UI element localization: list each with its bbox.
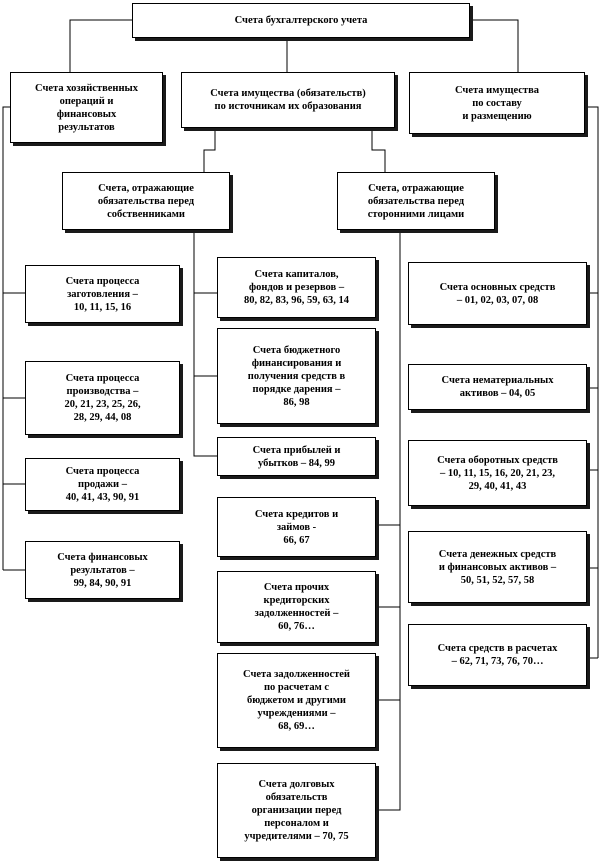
box-text-line: 60, 76… [278, 621, 315, 632]
box-text-line: порядке дарения – [252, 383, 341, 395]
current-assets-accounts-box [408, 440, 587, 506]
root-box [132, 3, 470, 38]
box-text-line: продажи – [78, 479, 127, 490]
box-text-line: бюджетом и другими [247, 695, 346, 706]
capital-funds-accounts-box [217, 257, 376, 318]
box-text-line: 10, 11, 15, 16 [73, 301, 132, 313]
box-text-line: Счета хозяйственных [35, 82, 138, 94]
box-text-line: кредиторских [263, 595, 330, 606]
box-text-line: организации перед [251, 805, 342, 816]
box-text-line: – 10, 11, 15, 16, 20, 21, 23, [440, 467, 555, 479]
settlement-funds-accounts-box [408, 624, 587, 686]
box-text-line: Счета бухгалтерского учета [234, 15, 368, 26]
box-text-line: убытков – 84, 99 [257, 457, 336, 469]
box-text-line: персоналом и [264, 818, 329, 829]
box-text-line: Счета кредитов и [254, 508, 339, 520]
credits-loans-accounts-box [217, 497, 376, 557]
production-accounts-box [25, 361, 180, 435]
box-text-line: получения средств в [247, 370, 346, 382]
box-text-line: сторонними лицами [367, 208, 465, 220]
box-text-line: результатов [58, 121, 115, 133]
budget-settlements-accounts-box [217, 653, 376, 748]
box-text-line: 86, 98 [283, 396, 310, 408]
box-text-line: фондов и резервов – [248, 282, 345, 293]
box-text-line: и финансовых активов – [438, 561, 557, 573]
box-text-line: Счета, отражающие [368, 182, 464, 194]
debt-obligations-accounts-box [217, 763, 376, 858]
budget-financing-accounts-box [217, 328, 376, 424]
box-text-line: 66, 67 [283, 534, 310, 546]
box-text-line: учреждениями – [257, 708, 336, 719]
box-text-line: производства – [66, 386, 139, 397]
box-text-line: Счета оборотных средств [437, 454, 558, 466]
box-text-line: по расчетам с [263, 682, 330, 693]
other-payables-accounts-box [217, 571, 376, 643]
box-text-line: Счета основных средств [439, 281, 556, 293]
box-text-line: по составу [472, 97, 522, 109]
fixed-assets-accounts-box [408, 262, 587, 325]
box-text-line: займов - [276, 521, 317, 533]
box-text-line: Счета, отражающие [98, 182, 194, 194]
box-text-line: 80, 82, 83, 96, 59, 63, 14 [244, 295, 349, 306]
box-text-line: финансовых [56, 108, 117, 120]
box-text-line: Счета нематериальных [441, 375, 554, 386]
box-text-line: Счета прибылей и [252, 444, 341, 456]
third-party-obligations-box [337, 172, 495, 230]
box-text-line: Счета задолженностей [243, 669, 350, 680]
box-text-line: заготовления – [67, 288, 138, 300]
sales-accounts-box [25, 458, 180, 511]
owners-obligations-box [62, 172, 230, 230]
box-text-line: собственниками [107, 208, 185, 220]
box-text-line: по источникам их образования [214, 101, 362, 112]
box-text-line: обязательства перед [367, 195, 465, 207]
box-text-line: обязательств [265, 792, 328, 803]
box-text-line: 29, 40, 41, 43 [468, 480, 527, 492]
box-text-line: Счета процесса [65, 275, 140, 287]
cash-financial-assets-accounts-box [408, 531, 587, 603]
financial-results-accounts-box [25, 541, 180, 599]
box-text-line: – 62, 71, 73, 76, 70… [451, 656, 544, 667]
box-text-line: обязательства перед [97, 195, 195, 207]
intangible-assets-accounts-box [408, 364, 587, 410]
box-text-line: финансирования и [251, 357, 342, 369]
procurement-accounts-box [25, 265, 180, 323]
box-text-line: и размещению [462, 110, 532, 122]
box-text-line: – 01, 02, 03, 07, 08 [456, 294, 539, 306]
box-text-line: активов – 04, 05 [459, 388, 536, 399]
box-text-line: Счета финансовых [57, 551, 148, 563]
box-text-line: учредителями – 70, 75 [244, 831, 349, 842]
box-text-line: Счета прочих [263, 582, 330, 593]
box-text-line: задолженностей – [254, 608, 339, 619]
box-text-line: Счета бюджетного [252, 344, 341, 356]
box-text-line: Счета имущества (обязательств) [210, 88, 366, 99]
operations-accounts-box [10, 72, 163, 143]
box-text-line: Счета долговых [258, 779, 335, 790]
box-text-line: Счета процесса [65, 373, 140, 384]
box-text-line: 20, 21, 23, 25, 26, [64, 399, 141, 410]
composition-accounts-box [409, 72, 585, 134]
box-text-line: результатов – [70, 564, 135, 576]
box-text-line: 28, 29, 44, 08 [73, 412, 132, 423]
box-text-line: 50, 51, 52, 57, 58 [460, 574, 535, 586]
box-text-line: 99, 84, 90, 91 [73, 577, 132, 589]
box-text-line: 68, 69… [278, 721, 315, 732]
sources-accounts-box [181, 72, 395, 128]
box-text-line: 40, 41, 43, 90, 91 [65, 492, 140, 503]
box-text-line: операций и [59, 95, 114, 107]
box-text-line: Счета капиталов, [254, 269, 339, 280]
box-text-line: Счета имущества [454, 84, 540, 96]
box-text-line: Счета процесса [65, 466, 140, 477]
box-text-line: Счета средств в расчетах [437, 643, 558, 654]
profit-loss-accounts-box [217, 437, 376, 476]
box-text-line: Счета денежных средств [438, 548, 557, 560]
